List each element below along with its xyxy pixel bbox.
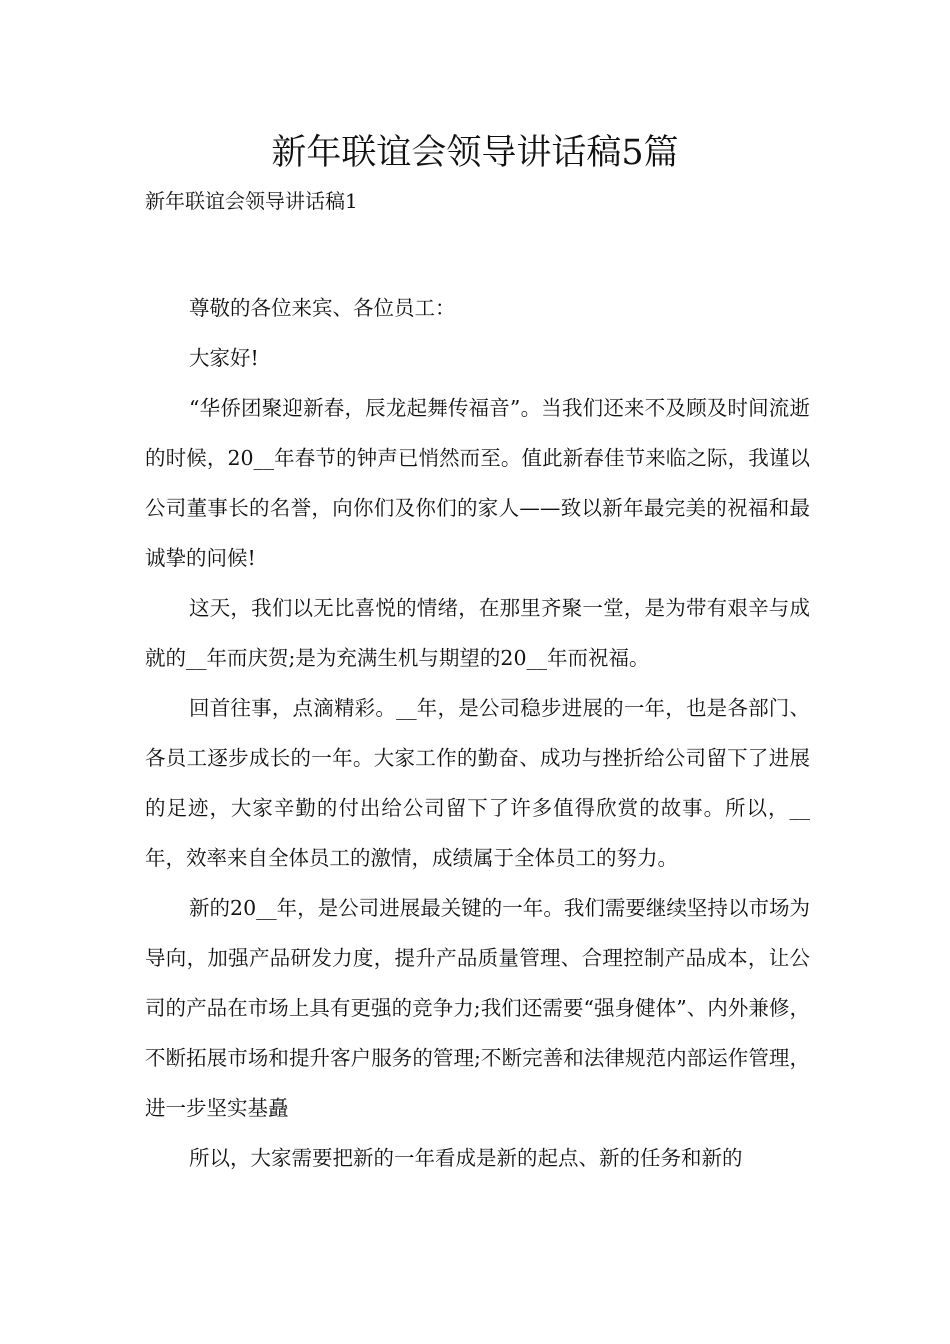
document-title: 新年联谊会领导讲话稿5篇: [271, 133, 679, 173]
document-subtitle: 新年联谊会领导讲话稿1: [145, 189, 358, 213]
greeting: 大家好!: [189, 346, 259, 370]
paragraph: 回首往事，点滴精彩。__年，是公司稳步进展的一年，也是各部门、各员工逐步成长的一年。大家工作的勤奋、成功与挫折给公司留下了进展的足迹，大家辛勤的付出给公司留下了许多值得欣赏的故事。所以，__年，效率来自全体员工的激情，成绩属于全体员工的努力。: [145, 696, 810, 870]
paragraph: 新的20__年，是公司进展最关键的一年。我们需要继续坚持以市场为导向，加强产品研发力度，提升产品质量管理、合理控制产品成本，让公司的产品在市场上具有更强的竞争力;我们还需要“强身健体”、内外兼修，不断拓展市场和提升客户服务的管理;不断完善和法律规范内部运作管理，进一步坚实基矗: [145, 896, 810, 1120]
salutation: 尊敬的各位来宾、各位员工：: [189, 296, 456, 320]
paragraph: 所以，大家需要把新的一年看成是新的起点、新的任务和新的: [189, 1146, 743, 1170]
document-body: [145, 283, 810, 1183]
paragraph: 这天，我们以无比喜悦的情绪，在那里齐聚一堂，是为带有艰辛与成就的__年而庆贺;是为充满生机与期望的20__年而祝福。: [145, 596, 810, 670]
paragraph: “华侨团聚迎新春，辰龙起舞传福音”。当我们还来不及顾及时间流逝的时候，20__年春节的钟声已悄然而至。值此新春佳节来临之际，我谨以公司董事长的名誉，向你们及你们的家人——致以新年最完美的祝福和最诚挚的问候!: [145, 396, 810, 570]
